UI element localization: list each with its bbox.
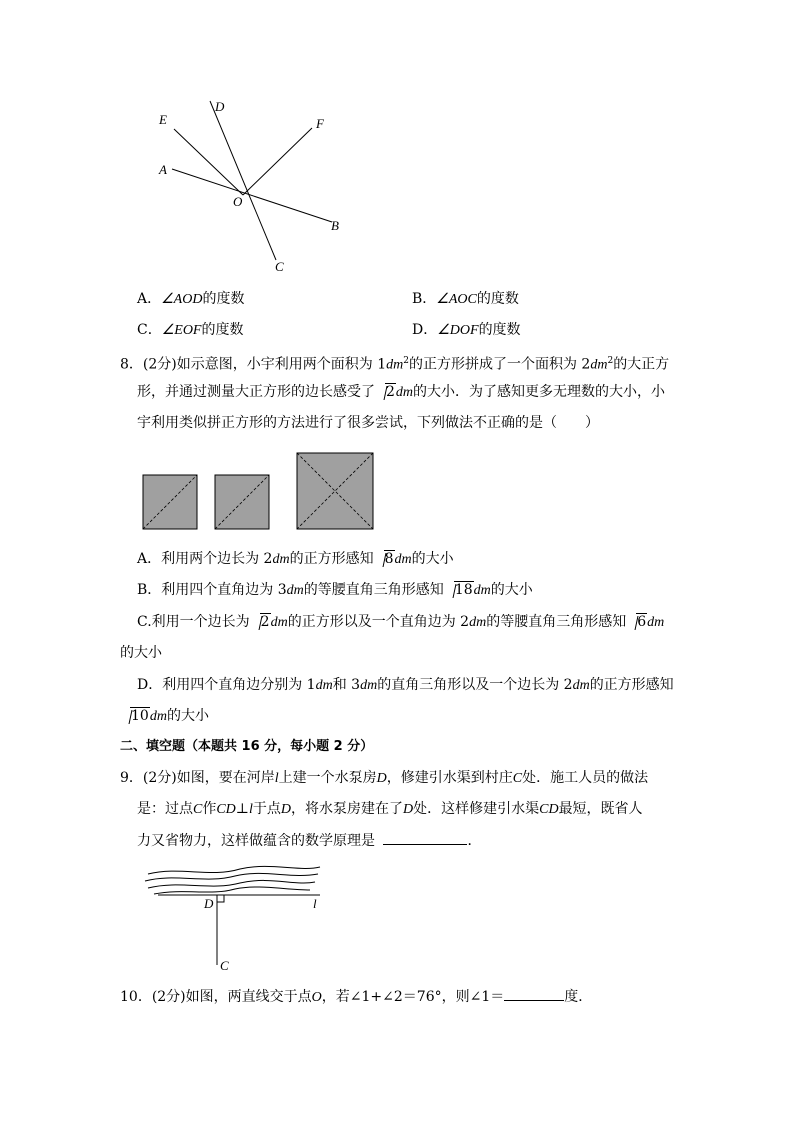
q8-number: 8．(2分) — [120, 356, 177, 373]
section-2-heading: 二、填空题（本题共 16 分，每小题 2 分） — [120, 739, 374, 754]
q9-line-2: 是：过点C作CD⊥l于点D，将水泵房建在了D处．这样修建引水渠CD最短，既省人 — [137, 801, 643, 817]
q7-option-b[interactable] — [412, 289, 519, 310]
river-wave-2 — [145, 873, 318, 881]
q7-option-d-angle: ∠DOF — [437, 323, 479, 338]
ray-oe — [174, 129, 243, 195]
q9-answer-blank[interactable] — [383, 830, 467, 845]
label-f: F — [316, 116, 324, 131]
q7-option-d-letter: D． — [412, 322, 438, 338]
q7-option-c-letter: C． — [137, 322, 162, 338]
q8-line-1: 8．(2分)如示意图，小宇利用两个面积为 $1dm^2$的正方形拼成了一个面积为 $2dm^2$的大正方 — [120, 356, 670, 373]
q7-option-a[interactable] — [137, 289, 244, 310]
label-a: A — [159, 162, 167, 177]
line-dc — [210, 101, 276, 260]
label-b: B — [331, 218, 339, 233]
q10-answer-blank[interactable] — [504, 986, 564, 1001]
sqrt-10: 10 — [120, 706, 150, 726]
sqrt-8: 8 — [374, 549, 395, 569]
q9-line-3: 力又省物力，这样做蕴含的数学原理是 ． — [137, 830, 481, 851]
q8-option-d[interactable]: D．利用四个直角边分别为 1dm和 3dm的直角三角形以及一个边长为 2dm的正方形感知 — [137, 677, 674, 693]
q7-option-d[interactable] — [412, 320, 521, 341]
squares-figure — [140, 450, 380, 534]
label-e: E — [159, 112, 167, 127]
intersecting-lines-figure — [140, 95, 360, 280]
q7-option-a-letter: A． — [137, 291, 162, 307]
sqrt-2: 2 — [375, 382, 396, 402]
river-label-l: l — [313, 896, 317, 911]
q7-option-d-text: 的度数 — [478, 322, 521, 338]
q9-line-1: 9．(2分)如图，要在河岸l上建一个水泵房D，修建引水渠到村庄C处．施工人员的做法 — [120, 770, 649, 786]
river-wave-1 — [148, 866, 320, 874]
river-figure — [140, 860, 340, 975]
river-wave-4 — [154, 887, 310, 894]
q8-line-2: 形，并通过测量大正方形的边长感受了 2dm的大小．为了感知更多无理数的大小，小 — [137, 384, 666, 400]
q7-option-a-text: 的度数 — [202, 291, 245, 307]
q8-option-c[interactable]: C.利用一个边长为 2dm的正方形以及一个直角边为 2dm的等腰直角三角形感知 6dm — [137, 614, 665, 630]
q8-option-b[interactable]: B．利用四个直角边为 3dm的等腰直角三角形感知 18dm的大小 — [137, 582, 533, 598]
label-c: C — [275, 259, 284, 274]
label-o: O — [233, 194, 243, 209]
q7-option-a-angle: ∠AOD — [161, 292, 203, 307]
sqrt-18: 18 — [444, 580, 474, 600]
q7-option-b-letter: B． — [412, 291, 437, 307]
q10-line-1: 10．(2分)如图，两直线交于点O，若∠1+∠2＝76°，则∠1＝ 度． — [120, 986, 592, 1008]
q7-option-c-text: 的度数 — [201, 322, 244, 338]
ray-of — [243, 128, 312, 195]
q7-option-b-text: 的度数 — [476, 291, 519, 307]
right-angle-mark — [217, 895, 224, 902]
sqrt-6: 6 — [626, 612, 647, 632]
q7-option-c-angle: ∠EOF — [161, 323, 202, 338]
river-wave-3 — [148, 880, 315, 888]
q7-option-c[interactable] — [137, 320, 243, 341]
q8-option-a[interactable]: A．利用两个边长为 2dm的正方形感知 8dm的大小 — [137, 551, 454, 567]
river-label-d: D — [204, 896, 214, 911]
q8-option-c-line-2: 的大小 — [120, 645, 162, 661]
line-ab — [172, 169, 332, 222]
label-d: D — [215, 99, 225, 114]
q8-line-3: 宇利用类似拼正方形的方法进行了很多尝试，下列做法不正确的是（ ） — [137, 415, 599, 431]
q8-option-d-line-2: 10dm的大小 — [120, 706, 209, 727]
river-label-c: C — [220, 958, 229, 973]
q7-option-b-angle: ∠AOC — [436, 292, 477, 307]
sqrt-2-c: 2 — [250, 612, 271, 632]
